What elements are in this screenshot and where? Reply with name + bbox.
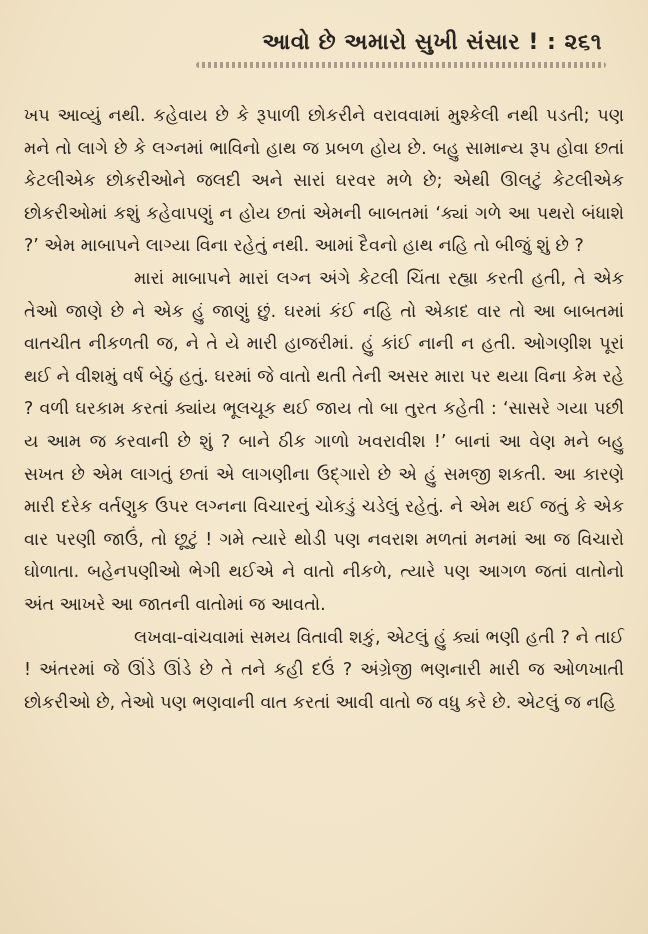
paragraph-3: લખવા-વાંચવામાં સમય વિતાવી શકું, એટલું હું ક્યાં ભણી હતી ? ને તાઈ ! અંતરમાં જે ઊંડે ઊંડે છે તે તને કહી દઉં ? અંગ્રેજી ભણનારી મારી જ ઓળખાતી છોકરીઓ છે, તેઓ પણ ભણવાની વાત કરતાં આવી વાતો જ વધુ કરે છે. એટલું જ નહિ <box>24 627 624 713</box>
running-header: આવો છે અમારો સુખી સંસાર ! : ૨૬૧ <box>262 30 602 55</box>
decorative-wavy-rule <box>196 62 606 68</box>
paragraph-1: ખપ આવ્યું નથી. કહેવાય છે કે રૂપાળી છોકરીને વરાવવામાં મુશ્કેલી નથી પડતી; પણ મને તો લાગે છે કે લગ્નમાં ભાવિનો હાથ જ પ્રબળ હોય છે. બહુ સામાન્ય રૂપ હોવા છતાં કેટલીએક છોકરીઓને જલદી અને સારાં ઘરવર મળે છે; એથી ઊલટું કેટલીએક છોકરીઓમાં કશું કહેવાપણું ન હોય છતાં એમની બાબતમાં ‘ક્યાં ગળે આ પથરો બંધાશે ?’ એમ માબાપને લાગ્યા વિના રહેતું નથી. આમાં દૈવનો હાથ નહિ તો બીજું શું છે ? <box>24 106 624 257</box>
body-text <box>24 100 624 719</box>
paragraph-2: મારાં માબાપને મારાં લગ્ન અંગે કેટલી ચિંતા રહ્યા કરતી હતી, તે એક તેઓ જાણે છે ને એક હું જાણું છું. ઘરમાં કંઈ નહિ તો એકાદ વાર તો આ બાબતમાં વાતચીત નીકળતી જ, ને તે યે મારી હાજરીમાં. હું કાંઈ નાની ન હતી. ઓગણીશ પૂરાં થઈ ને વીશમું વર્ષ બેઠું હતું. ઘરમાં જે વાતો થતી તેની અસર મારા પર થયા વિના કેમ રહે ? વળી ઘરકામ કરતાં ક્યાંય ભૂલચૂક થઈ જાય તો બા તુરત કહેતી : ‘સાસરે ગયા પછી ય આમ જ કરવાની છે શું ? બાને ઠીક ગાળો ખવરાવીશ !’ બાનાં આ વેણ મને બહુ સખત છે એમ લાગતું છતાં એ લાગણીના ઉદ્ગારો છે એ હું સમજી શકતી. આ કારણે મારી દરેક વર્તણુક ઉપર લગ્નના વિચારનું ચોકડું ચડેલું રહેતું. ને એમ થઈ જતું કે એક વાર પરણી જાઉં, તો છૂટું ! ગમે ત્યારે થોડી પણ નવરાશ મળતાં મનમાં આ જ વિચારો ઘોળાતા. બહેનપણીઓ ભેગી થઈએ ને વાતો નીકળે, ત્યારે પણ આગળ જતાં વાતોનો અંત આખરે આ જાતની વાતોમાં જ આવતો. <box>24 268 624 615</box>
